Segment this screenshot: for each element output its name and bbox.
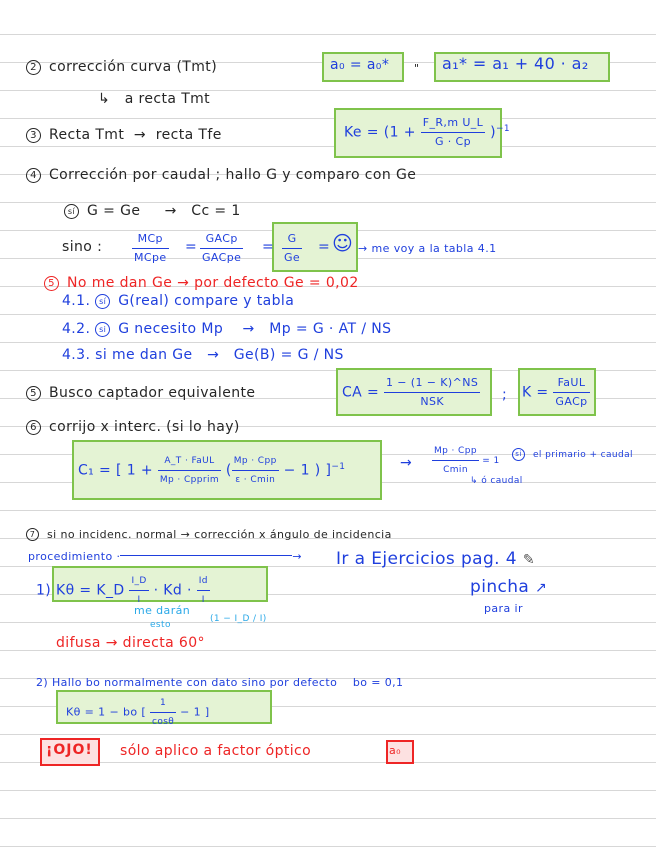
- si-line: sí G = Ge → Cc = 1: [64, 202, 241, 220]
- sino-label: sino :: [62, 239, 103, 255]
- eq-c1: C₁ = [ 1 + $\frac{\text{A\_T · FaUL}}{\text{Mp · Cpprim}}$ ( $\frac{\text{Mp · Cpp}}{\varepsilon \cdot Cmin}$ − 1 ) ]$^{-1}$: [78, 452, 345, 489]
- item-2-hallo: 2) Hallo bo normalmente con dato sino por defecto bo = 0,1: [36, 676, 404, 689]
- side-sub: ↳ ó caudal: [470, 476, 523, 486]
- eq-ktheta-2: Kθ = 1 − bo [ $\frac{1}{\cos\theta}$ − 1 ]: [66, 694, 210, 731]
- separator-semicolon: ;: [502, 387, 508, 403]
- section-2-subtitle: ↳ a recta Tmt: [98, 91, 211, 107]
- section-5-title: 5 Busco captador equivalente: [26, 384, 255, 402]
- section-2-title: 2 corrección curva (Tmt): [26, 58, 217, 76]
- side-text: si el primario + caudal: [512, 446, 633, 464]
- red-difusa-line: difusa → directa 60°: [56, 635, 205, 651]
- section-number-5: 5: [26, 386, 41, 401]
- section-6-title: 6 corrijo x interc. (si lo hay): [26, 418, 240, 436]
- pencil-icon: ✎: [522, 552, 535, 568]
- section-number-2: 2: [26, 60, 41, 75]
- red-default-line: 5 No me dan Ge → por defecto Ge = 0,02: [44, 274, 359, 292]
- note-esto: esto: [150, 620, 171, 630]
- para-ir-label[interactable]: para ir: [484, 602, 523, 615]
- section-number-3: 3: [26, 128, 41, 143]
- section-number-7: 7: [26, 528, 39, 541]
- item-4-2: 4.2. si G necesito Mp → Mp = G · AT / NS: [62, 321, 392, 337]
- pincha-label[interactable]: pincha ↗: [470, 577, 548, 597]
- item-4-3: 4.3. si me dan Ge → Ge(B) = G / NS: [62, 347, 344, 363]
- section-4-title: 4 Corrección por caudal ; hallo G y comparo con Ge: [26, 166, 416, 184]
- ojo-label: ¡OJO!: [46, 742, 93, 758]
- arrow-c1: →: [400, 455, 413, 471]
- eq-sign-1: =: [185, 239, 198, 255]
- frac-g-ge: $\frac{G}{Ge}$: [284, 232, 301, 264]
- eq-ke: Ke = (1 + $\frac{\text{F\_R,m U\_L}}{G \cdot Cp}$ )$^{-1}$: [344, 116, 511, 148]
- procedimiento-label: procedimiento · →: [28, 550, 303, 563]
- note-me-daran: me darán: [134, 604, 191, 617]
- section-7-title: 7 si no incidenc. normal → corrección x ángulo de incidencia: [26, 526, 392, 544]
- link-ejercicios[interactable]: Ir a Ejercicios pag. 4 ✎: [336, 549, 535, 569]
- section-number-4: 4: [26, 168, 41, 183]
- eq-ktheta: 1) Kθ = K_D $\frac{I\_D}{I}$ · Kd · $\frac{Id}{I}$: [36, 572, 210, 609]
- side-frac: $\frac{\text{Mp · Cpp}}{Cmin}$ = 1: [432, 442, 500, 479]
- section-number-6: 6: [26, 420, 41, 435]
- eq-ca: CA = $\frac{1 - (1 - K)\^{}NS}{\text{NSK}}$: [342, 376, 479, 408]
- eq-k: K = $\frac{\text{FaUL}}{\text{GACp}}$: [522, 376, 588, 408]
- eq-sign-2: =: [262, 239, 275, 255]
- note-formula: (1 − I_D / I): [210, 614, 267, 624]
- a0-label: a₀: [389, 744, 401, 757]
- separator-quote: ": [414, 62, 420, 75]
- smiley-icon: ☺: [332, 231, 354, 255]
- eq-sign-3: =: [318, 239, 331, 255]
- section-3-title: 3 Recta Tmt → recta Tfe: [26, 126, 222, 144]
- ojo-text: sólo aplico a factor óptico: [120, 743, 312, 759]
- arrow-curve-icon: ↗: [535, 580, 548, 596]
- item-4-1: 4.1. sí G(real) compare y tabla: [62, 293, 295, 309]
- frac-mcp: $\frac{\text{MCp}}{\text{MCpe}}$: [134, 232, 167, 264]
- frac-gacp: $\frac{\text{GACp}}{\text{GACpe}}$: [202, 232, 242, 264]
- eq-a1: a₁* = a₁ + 40 · a₂: [442, 54, 589, 73]
- goto-table: → me voy a la tabla 4.1: [358, 242, 497, 255]
- eq-a0: a₀ = a₀*: [330, 57, 390, 73]
